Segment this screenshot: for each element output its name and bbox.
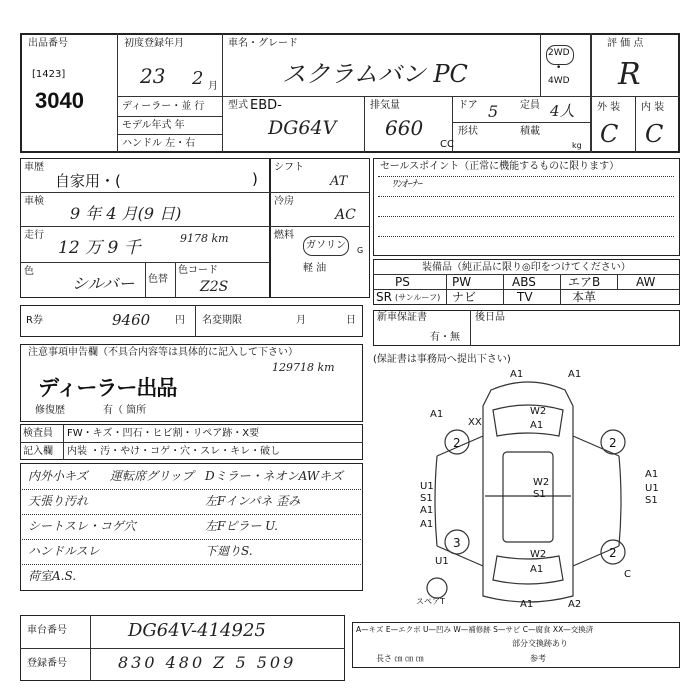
recycle-yen: 円 [175,315,185,326]
damage-mark: A1 [530,420,544,431]
history-close: ) [252,170,258,188]
doors-label: ドア [458,100,478,111]
divider [20,648,345,649]
rear-window-outline [493,556,563,584]
chassis-value: DG64V-414925 [128,620,266,641]
handle-label: ハンドル 左・右 [122,138,196,149]
model-code: DG64V [268,117,337,139]
divider [63,424,64,460]
color-code-label: 色コード [178,265,218,276]
divider [540,33,541,96]
damage-mark: A1 [645,469,659,480]
divider [175,262,176,298]
divider [270,192,370,193]
entry-codes: 内装 ・汚・やけ・コゲ・穴・スレ・キレ・破し [67,446,281,457]
shape-label: 形状 [458,126,478,137]
damage-mark: A2 [568,599,582,610]
displacement-label: 排気量 [370,100,400,111]
remark-row-1-right: Dミラー・ネオンAWキズ [205,469,343,483]
inspection-value: 9 年 4 月(9 日) [70,204,182,223]
lot-sub: [1423] [32,69,66,80]
divider [635,96,636,153]
color-code-value: Z2S [200,279,229,295]
divider [117,134,222,135]
divider [20,192,270,193]
fuel-diesel: 軽 油 [303,263,327,274]
expiry-day: 日 [346,315,356,326]
divider [364,96,365,153]
recycle-amount: 9460 [112,311,151,329]
interior-grade: C [645,120,664,148]
divider [90,615,91,681]
history-value: 自家用・( [55,172,121,190]
divider [222,33,223,153]
inspection-label: 車検 [24,196,44,207]
damage-mark: A1 [430,409,444,420]
equipment-aw: AW [636,275,656,289]
exterior-grade: C [600,120,619,148]
kg-unit: kg [572,141,582,150]
inspector-label: 検査員 [23,428,53,439]
tire-mark-fr: 2 [609,436,617,450]
capacity-label: 定員 [520,100,540,111]
sales-point-label: セールスポイント（正常に機能するものに限ります） [380,161,620,172]
warranty-label: 新車保証書 [377,312,427,323]
damage-mark: W2 [533,477,550,488]
capacity-value: 4人 [550,102,575,120]
header-section [20,33,680,153]
reg-label: 登録番号 [27,658,67,669]
remark-row-1-mid: 運転席グリップ [110,469,194,483]
damage-mark: A1 [520,599,534,610]
remark-row-5-left: 荷室A.S. [28,569,77,583]
cc-unit: CC [440,139,454,150]
expiry-label: 名変期限 [202,315,242,326]
tire-mark-fl: 2 [453,436,461,450]
divider [503,274,504,305]
equipment-sr: SR [376,290,392,304]
damage-mark: C [624,569,631,580]
legend-line-3: 長さ ㎝ ㎝ ㎝ [376,654,424,663]
damage-mark: A1 [420,519,434,530]
lot-label: 出品番号 [28,38,68,49]
first-reg-month: 2 [192,68,204,89]
divider [117,33,118,153]
divider [20,539,363,540]
remark-row-4-right: 下廻りS. [205,544,253,558]
divider [446,274,447,305]
car-diagram [373,366,680,618]
repair-label: 修復歴 [35,405,65,416]
remark-row-2-right: 左Fインパネ 歪み [205,494,301,508]
damage-mark: W2 [530,549,547,560]
remark-row-4-left: ハンドルスレ [28,544,100,558]
car-name: スクラムバン PC [282,60,468,88]
equipment-label: 装備品（純正品に限り◎印をつけてください） [422,262,631,273]
dealer-label: ディーラー・並 行 [122,101,205,112]
damage-mark: U1 [420,481,434,492]
drivetrain-section [270,158,370,298]
remark-row-2-left: 天張り汚れ [28,494,89,508]
equipment-navi: ナビ [452,290,477,304]
interior-label: 内 装 [641,102,665,113]
left-side-panel [435,456,437,546]
tire-mark-rl: 3 [453,536,461,550]
right-side-panel [619,456,621,546]
divider [20,514,363,515]
divider [378,236,674,237]
doors-value: 5 [488,102,499,121]
windshield-outline [493,405,563,436]
divider [560,274,561,305]
model-type-label: 型式 [228,100,248,111]
score-value: R [618,57,641,92]
divider [20,226,270,227]
entry-label: 記入欄 [23,446,53,457]
displacement-value: 660 [385,116,424,140]
warranty-value: 有・無 [430,332,460,343]
color-label: 色 [24,266,34,277]
expiry-month: 月 [296,315,306,326]
recycle-section [20,305,363,337]
divider [452,122,590,123]
damage-mark: A1 [510,369,524,380]
remark-row-3-left: シートスレ・コゲ穴 [28,519,136,533]
divider [470,310,471,346]
divider [20,564,363,565]
aircon-value: AC [335,207,356,223]
remark-row-1-left: 内外小キズ [28,469,88,483]
divider [195,305,196,337]
damage-mark: A1 [568,369,582,380]
sales-point-section [373,158,680,256]
lot-number: 3040 [35,88,84,113]
damage-mark: W2 [530,406,547,417]
equipment-ps: PS [395,275,410,289]
damage-mark: U1 [645,483,659,494]
damage-mark: A1 [420,505,434,516]
damage-mark: XX [468,417,482,428]
divider [590,33,592,153]
damage-mark: U1 [435,556,449,567]
legend-ref: 参考 [530,654,546,663]
model-type-prefix: EBD- [250,98,282,113]
equipment-airbag: エアB [568,275,601,289]
chassis-label: 車台番号 [27,625,67,636]
repair-value: 有（ 箇所 [103,405,147,416]
divider [20,489,363,490]
aircon-label: 冷房 [274,196,294,207]
score-label: 評 価 点 [607,38,644,49]
spare-tire [427,578,447,598]
shift-label: シフト [274,162,304,173]
mileage-note: 9178 km [180,232,229,245]
drive-4wd: 4WD [548,76,570,86]
equipment-pw: PW [452,275,472,289]
legend-line-2: 部分交換跡あり [512,639,568,648]
remark-row-3-right: 左Fピラー U. [205,519,278,533]
diagram-warranty-note: (保証書は事務局へ提出下さい) [373,354,511,365]
dealer-stamp: ディーラー出品 [38,376,177,400]
fuel-gas: ガソリン [306,240,346,251]
history-label: 車歴 [24,162,44,173]
drive-dot: • [556,63,562,73]
spare-label: スペアT [416,597,445,606]
mileage-value: 12 万 9 千 [58,238,141,258]
color-value: シルバー [72,274,135,293]
equipment-leather: 本革 [572,290,597,304]
backup-label: 後日品 [475,312,505,323]
mileage-label: 走行 [24,230,44,241]
reg-value: 830 480 Z 5 509 [118,653,297,672]
model-year-label: モデル年式 年 [122,120,185,131]
load-label: 積載 [520,126,540,137]
exterior-label: 外 装 [597,102,621,113]
tire-mark-rr: 2 [609,546,617,560]
divider [617,274,618,289]
damage-mark: A1 [530,564,544,575]
equipment-tv: TV [517,290,533,304]
legend-line-1: A—キズ E—エクボ U—凹み W—補修跡 S—サビ C—腐食 XX—交換済 [356,625,594,634]
divider [20,442,363,443]
first-reg-unit: 月 [208,81,218,92]
sales-point-value: ﾜﾝｵｰﾅｰ [392,179,422,190]
fuel-label: 燃料 [274,230,294,241]
divider [117,116,222,117]
equipment-abs: ABS [512,275,536,289]
first-reg-label: 初度登録年月 [124,38,184,49]
car-name-label: 車名・グレード [228,38,298,49]
notes-header: 注意事項申告欄（不具合内容等は具体的に記入して下さい） [28,347,298,358]
divider [378,216,674,217]
shift-value: AT [330,174,348,189]
notes-mileage: 129718 km [272,361,335,374]
damage-mark: S1 [533,489,546,500]
equipment-sr-sub: (サンルーフ) [395,293,441,302]
divider [270,226,370,227]
divider [378,176,674,177]
damage-mark: S1 [420,493,433,504]
divider [378,196,674,197]
divider [145,262,146,298]
first-reg-year: 23 [140,64,166,88]
divider [117,96,590,97]
damage-mark: S1 [645,495,658,506]
recycle-label: R券 [26,315,43,326]
drive-2wd: 2WD [548,48,570,58]
car-body-outline [483,382,573,602]
color-change-label: 色替 [148,274,168,285]
fuel-g: G [357,246,364,255]
inspector-codes: FW・キズ・凹石・ヒビ割・リペア跡・X要 [67,428,260,439]
